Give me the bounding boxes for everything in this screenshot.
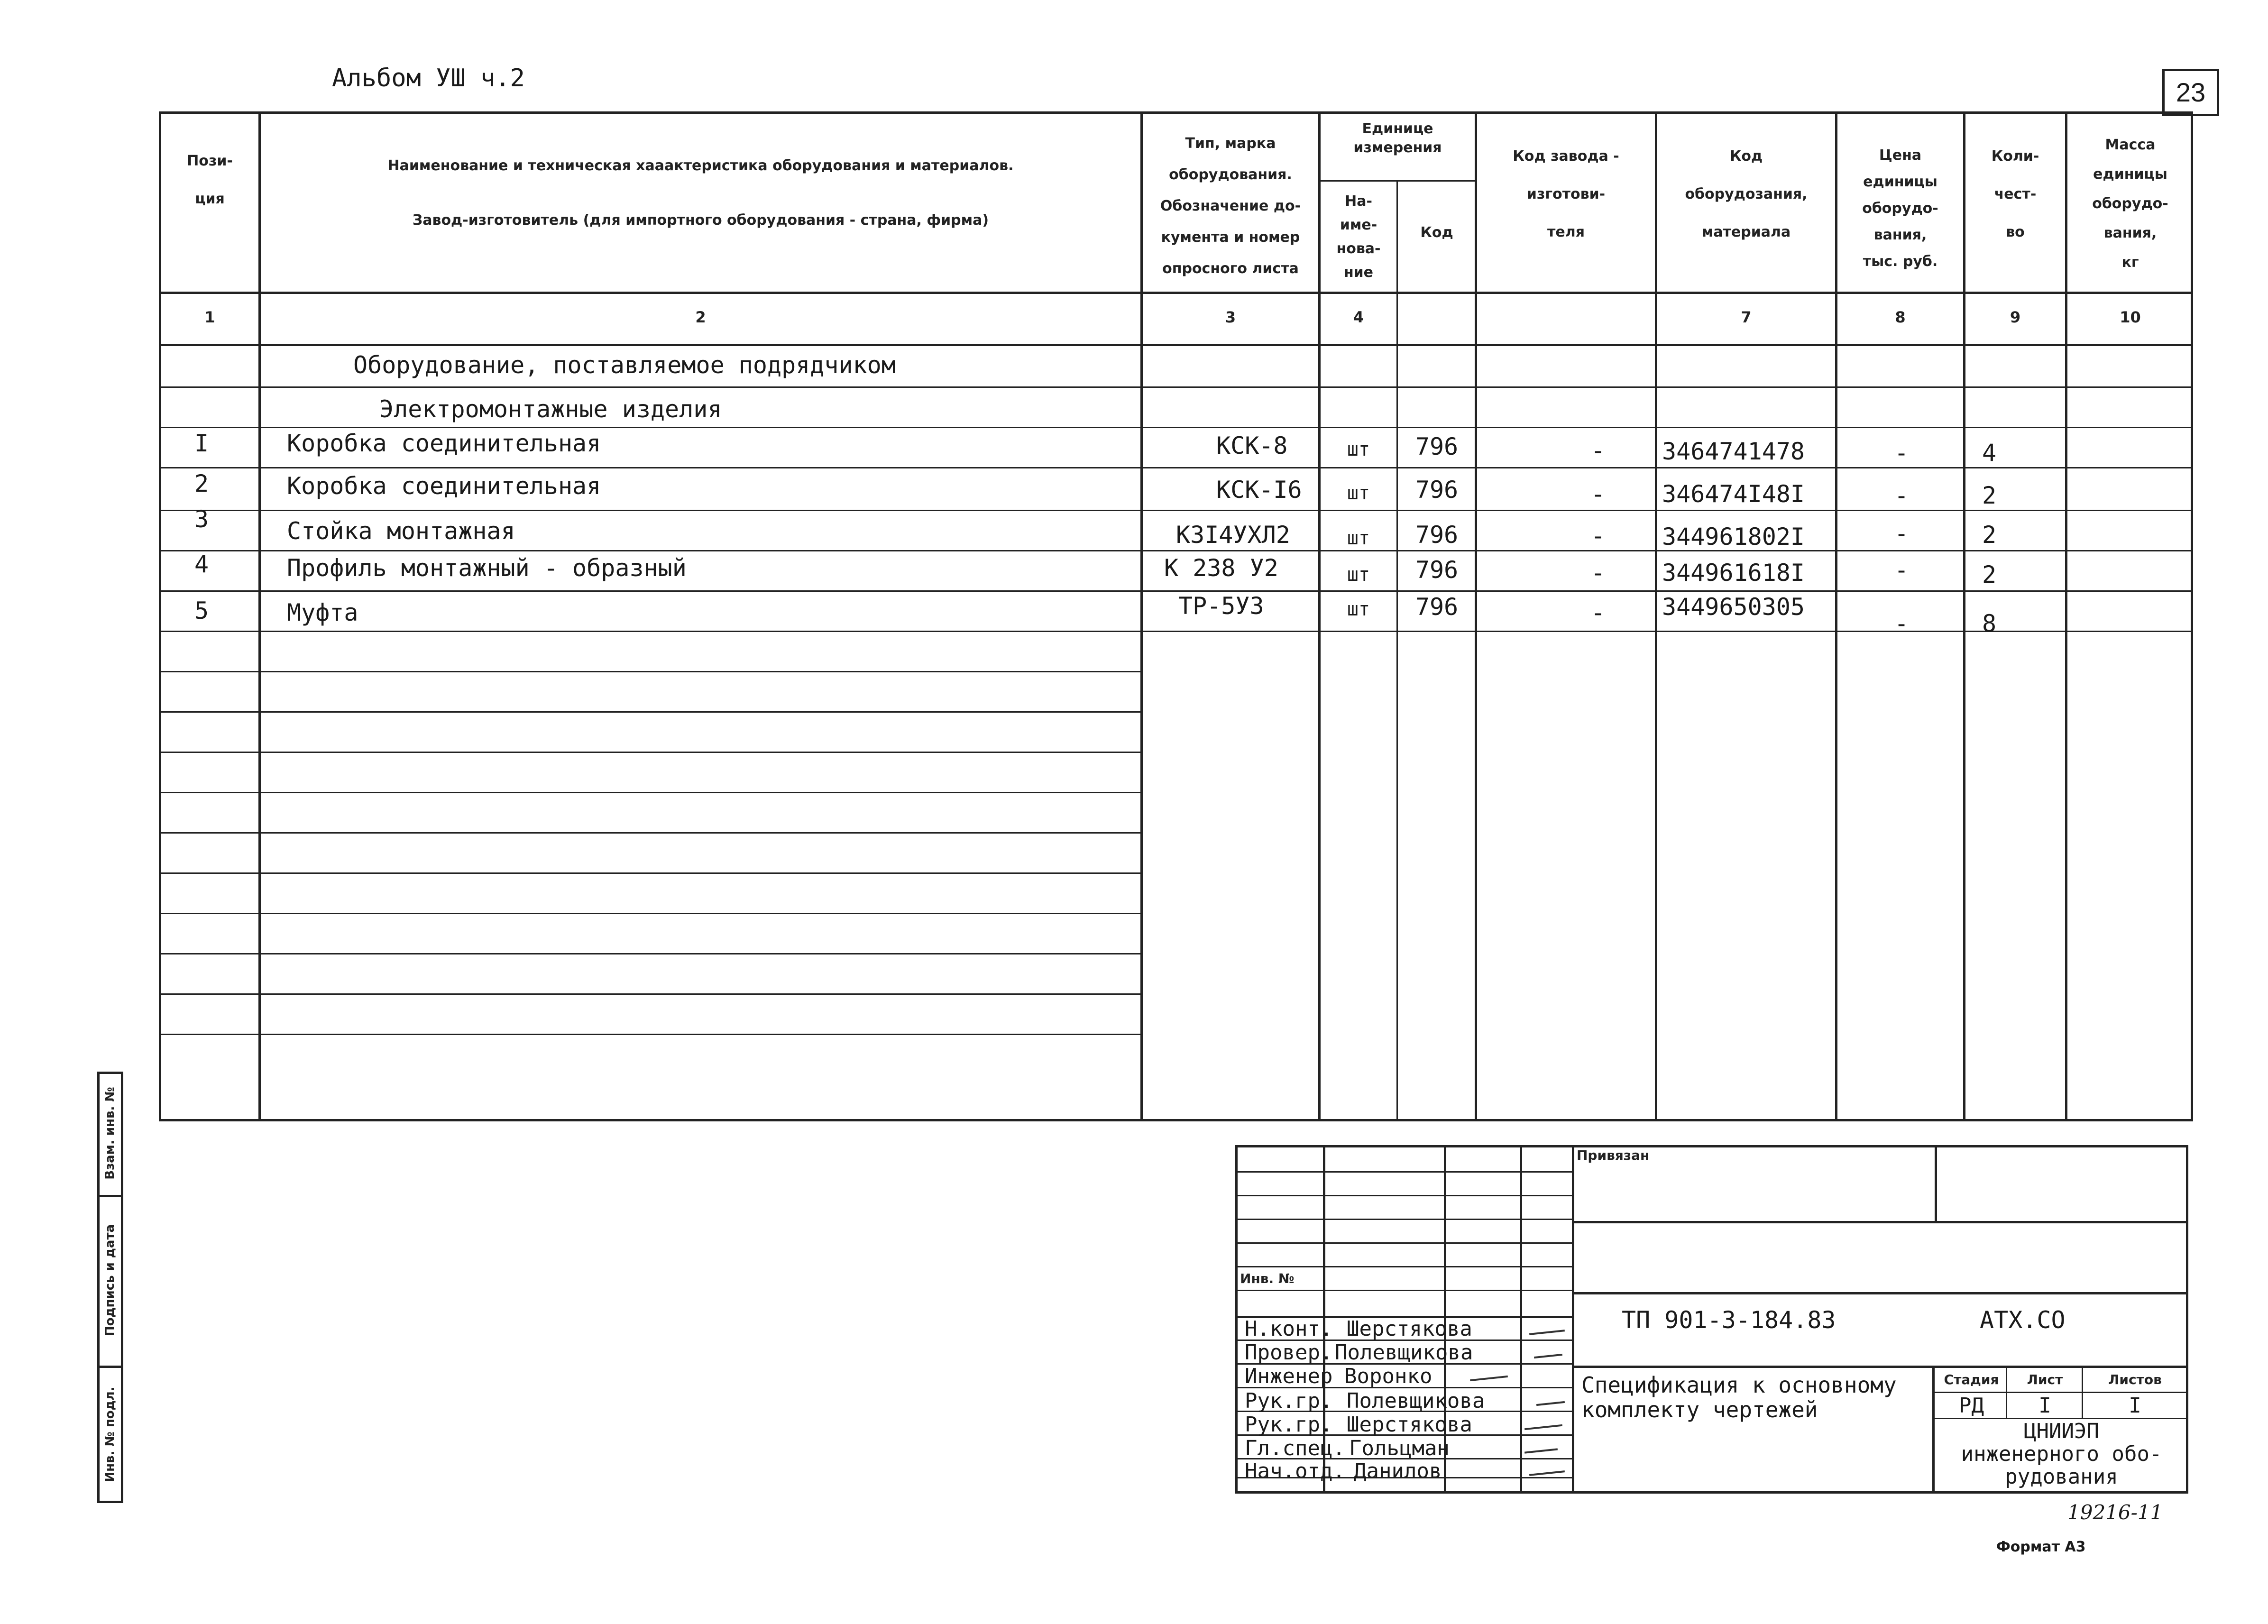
- signature-role: Провер.: [1245, 1340, 1333, 1365]
- row-unit: шт: [1347, 482, 1370, 504]
- row-type: К3I4УХЛ2: [1176, 521, 1290, 549]
- row-position: I: [194, 430, 209, 457]
- tb-col-line: [1572, 1145, 1574, 1493]
- section-subtitle: Электромонтажные изделия: [379, 395, 722, 423]
- row-line: [159, 671, 1140, 672]
- row-line: [159, 711, 1140, 713]
- row-factory: -: [1590, 437, 1606, 464]
- row-name: Муфта: [287, 599, 358, 626]
- body-bottom-line: [159, 1119, 1140, 1121]
- row-name: Профиль монтажный - образный: [287, 554, 687, 582]
- row-unit: шт: [1347, 439, 1370, 460]
- signature-role: Гл.спец.: [1245, 1436, 1345, 1460]
- tb-col-line: [2006, 1366, 2007, 1418]
- stamp-number: 19216-11: [2067, 1501, 2163, 1524]
- row-code: 344961618I: [1662, 559, 1805, 587]
- col-header-name-2: Завод-изготовитель (для импортного оборудования - страна, фирма): [412, 212, 989, 229]
- stage-value: РД: [1959, 1394, 1984, 1418]
- signature-role: Рук.гр.: [1245, 1389, 1333, 1413]
- col-number: 7: [1741, 308, 1752, 326]
- row-price: -: [1894, 439, 1909, 467]
- row-line: [159, 913, 1140, 914]
- row-code: 3449650305: [1662, 593, 1805, 621]
- col-header-mass: Масса единицы оборудо- вания, кг: [2092, 137, 2168, 271]
- row-unit-code: 796: [1415, 556, 1459, 584]
- tb-row-line: [1235, 1290, 1572, 1291]
- signature-name: Шерстякова: [1347, 1413, 1472, 1437]
- row-unit-code: 796: [1415, 476, 1459, 504]
- side-label-podpis: Подпись и дата: [103, 1224, 117, 1337]
- col-header-unit-name: На- име- нова- ние: [1336, 193, 1381, 281]
- row-line: [159, 550, 2193, 551]
- col-line: [1475, 111, 1477, 1119]
- col-line: [1963, 111, 1965, 1119]
- row-code: 344961802I: [1662, 523, 1805, 551]
- col-header-factory: Код завода - изготови- теля: [1513, 148, 1619, 240]
- tb-col-line: [1935, 1145, 1937, 1221]
- tb-row-line: [1235, 1219, 1572, 1220]
- row-unit-code: 796: [1415, 593, 1459, 621]
- tb-row-line: [1572, 1366, 2188, 1368]
- col-header-equip-code: Код оборудозания, материала: [1685, 148, 1808, 240]
- row-qty: 4: [1982, 439, 1997, 467]
- inv-no-label: Инв. №: [1240, 1271, 1295, 1286]
- doc-code: ТП 901-3-184.83: [1622, 1306, 1836, 1334]
- row-position: 5: [194, 597, 209, 624]
- signature-role: Нач.отд.: [1245, 1459, 1345, 1483]
- tb-col-line: [1932, 1366, 1935, 1493]
- signature-role: Н.конт.: [1245, 1317, 1333, 1341]
- sheet-value: I: [2038, 1394, 2051, 1418]
- row-factory: -: [1590, 522, 1606, 550]
- signature-name: Воронко: [1344, 1364, 1432, 1388]
- col-header-position: Пози- ция: [187, 153, 233, 207]
- row-position: 4: [194, 551, 209, 578]
- sheets-value: I: [2129, 1394, 2141, 1418]
- row-factory: -: [1590, 599, 1606, 626]
- row-unit: шт: [1347, 598, 1370, 620]
- sheets-label: Листов: [2108, 1372, 2162, 1387]
- format-label: Формат А3: [1996, 1539, 2086, 1555]
- side-label-vzam: Взам. инв. №: [103, 1087, 117, 1180]
- row-type: КСК-I6: [1216, 476, 1302, 504]
- col-number: 2: [695, 308, 706, 326]
- row-unit-code: 796: [1415, 521, 1459, 549]
- row-line: [159, 427, 2193, 428]
- col-number: 1: [204, 308, 215, 326]
- row-qty: 2: [1982, 561, 1997, 588]
- col-header-price: Цена единицы оборудо- вания, тыс. руб.: [1862, 147, 1938, 270]
- row-line: [159, 467, 2193, 468]
- row-qty: 2: [1982, 482, 1997, 509]
- row-name: Стойка монтажная: [287, 517, 515, 545]
- row-line: [159, 386, 2193, 388]
- signature-name: Шерстякова: [1347, 1317, 1472, 1341]
- doc-description: Спецификация к основному комплекту чертежей: [1581, 1372, 1897, 1422]
- tb-row-line: [1932, 1392, 2188, 1393]
- row-price: -: [1894, 556, 1909, 584]
- signature-role: Инженер: [1245, 1364, 1333, 1388]
- signature-name: Гольцман: [1349, 1436, 1450, 1460]
- row-line: [159, 510, 2193, 511]
- row-factory: -: [1590, 480, 1606, 508]
- row-code: 346474I48I: [1662, 480, 1805, 508]
- privyazan-label: Привязан: [1577, 1147, 1650, 1163]
- sheet-number: 23: [2176, 77, 2206, 107]
- col-number: 10: [2120, 308, 2141, 326]
- row-unit: шт: [1347, 527, 1370, 549]
- row-line: [159, 872, 1140, 874]
- side-label-inv-podl: Инв. № подл.: [103, 1386, 117, 1482]
- organization: ЦНИИЭП инженерного обо- рудования: [1961, 1419, 2162, 1489]
- row-line: [159, 993, 1140, 995]
- tb-row-line: [1235, 1195, 1572, 1196]
- row-price: -: [1894, 482, 1909, 509]
- row-position: 3: [194, 505, 209, 533]
- tb-row-line: [1572, 1221, 2188, 1223]
- row-line: [159, 832, 1140, 834]
- sheet-label: Лист: [2027, 1372, 2063, 1387]
- col-number: 3: [1225, 308, 1236, 326]
- col-header-name-1: Наименование и техническая хааактеристика оборудования и материалов.: [387, 157, 1014, 174]
- row-line: [159, 1034, 1140, 1035]
- doc-mark: АТХ.СО: [1980, 1306, 2066, 1334]
- row-position: 2: [194, 470, 209, 497]
- sheet-number-box: [2162, 69, 2219, 116]
- tb-col-line: [2082, 1366, 2083, 1418]
- col-header-type: Тип, марка оборудования. Обозначение до- кумента и номер опросного листа: [1160, 135, 1301, 277]
- header-bottom-line: [159, 292, 2193, 294]
- tb-row-line: [1572, 1292, 2188, 1294]
- stage-label: Стадия: [1944, 1372, 1999, 1387]
- colnum-bottom-line: [159, 344, 2193, 346]
- row-price: -: [1894, 610, 1909, 637]
- signature-name: Полевщикова: [1347, 1389, 1485, 1413]
- row-type: ТР-5У3: [1178, 592, 1264, 620]
- col-line: [1396, 180, 1398, 1119]
- row-code: 3464741478: [1662, 438, 1805, 465]
- col-number: 4: [1353, 308, 1364, 326]
- row-unit: шт: [1347, 564, 1370, 586]
- col-header-unit-group: Единице измерения: [1353, 120, 1442, 156]
- row-price: -: [1894, 520, 1909, 547]
- signature-name: Полевщикова: [1335, 1340, 1473, 1365]
- col-number: 8: [1895, 308, 1906, 326]
- row-line: [159, 590, 2193, 592]
- row-factory: -: [1590, 559, 1606, 587]
- signature-name: Данилов: [1354, 1459, 1442, 1483]
- col-line: [258, 111, 261, 1119]
- row-name: Коробка соединительная: [287, 430, 601, 457]
- section-title: Оборудование, поставляемое подрядчиком: [353, 351, 896, 379]
- col-header-qty: Коли- чест- во: [1991, 148, 2039, 240]
- col-number: 9: [2010, 308, 2021, 326]
- row-unit-code: 796: [1415, 433, 1459, 460]
- row-type: К 238 У2: [1164, 554, 1278, 582]
- tb-row-line: [1235, 1242, 1572, 1244]
- row-line: [159, 752, 1140, 753]
- row-type: КСК-8: [1216, 432, 1288, 459]
- tb-row-line: [1235, 1171, 1572, 1173]
- row-name: Коробка соединительная: [287, 472, 601, 500]
- tb-col-line: [1520, 1145, 1522, 1493]
- album-label: Альбом УШ ч.2: [332, 64, 525, 92]
- signature-role: Рук.гр.: [1245, 1413, 1333, 1437]
- row-line: [159, 792, 1140, 793]
- col-header-unit-code: Код: [1420, 224, 1453, 241]
- row-line: [159, 953, 1140, 954]
- row-qty: 2: [1982, 521, 1997, 549]
- tb-row-line: [1235, 1266, 1572, 1267]
- row-qty: 8: [1982, 610, 1997, 637]
- col-line: [1655, 111, 1657, 1119]
